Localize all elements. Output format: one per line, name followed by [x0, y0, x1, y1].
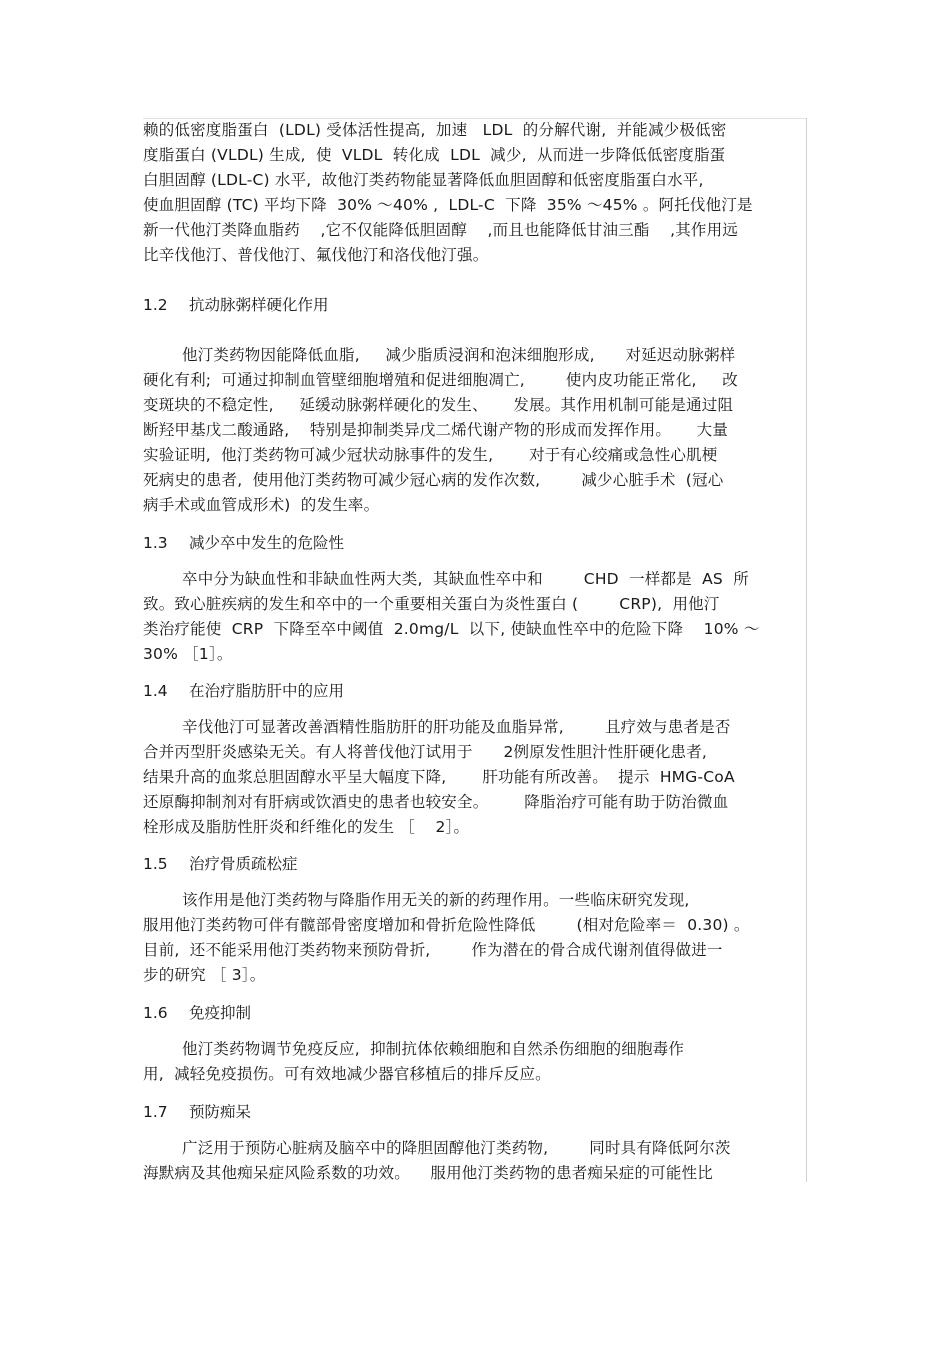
- paragraph-line: 变斑块的不稳定性, 延缓动脉粥样硬化的发生、 发展。其作用机制可能是通过阻: [143, 396, 734, 414]
- paragraph-line: 度脂蛋白 (VLDL) 生成, 使 VLDL 转化成 LDL 减少, 从而进一步降低低密度脂蛋: [143, 146, 726, 164]
- section-heading: [143, 531, 344, 555]
- paragraph-line: 用, 减轻免疫损伤。可有效地减少器官移植后的排斥反应。: [143, 1065, 551, 1083]
- section-title: 减少卒中发生的危险性: [189, 534, 345, 552]
- section-number: 1.3: [143, 534, 168, 552]
- paragraph-line: 卒中分为缺血性和非缺血性两大类, 其缺血性卒中和 CHD 一样都是 AS 所: [182, 570, 749, 588]
- paragraph-line: 栓形成及脂肪性肝炎和纤维化的发生 ［ 2］。: [143, 818, 470, 836]
- paragraph-line: 服用他汀类药物可伴有髋部骨密度增加和骨折危险性降低 (相对危险率＝ 0.30) 。: [143, 916, 750, 934]
- section-title: 免疫抑制: [189, 1004, 252, 1022]
- paragraph-line: 辛伐他汀可显著改善酒精性脂肪肝的肝功能及血脂异常, 且疗效与患者是否: [182, 718, 731, 736]
- paragraph-line: 比辛伐他汀、普伐他汀、氟伐他汀和洛伐他汀强。: [143, 246, 489, 264]
- paragraph-line: 合并丙型肝炎感染无关。有人将普伐他汀试用于 2例原发性胆汁性肝硬化患者,: [143, 743, 708, 761]
- paragraph-line: 实验证明, 他汀类药物可减少冠状动脉事件的发生, 对于有心绞痛或急性心肌梗: [143, 446, 718, 464]
- paragraph-line: 广泛用于预防心脏病及脑卒中的降胆固醇他汀类药物, 同时具有降低阿尔茨: [182, 1139, 731, 1157]
- paragraph-line: 白胆固醇 (LDL-C) 水平, 故他汀类药物能显著降低血胆固醇和低密度脂蛋白水平,: [143, 171, 704, 189]
- paragraph-line: 目前, 还不能采用他汀类药物来预防骨折, 作为潜在的骨合成代谢剂值得做进一: [143, 941, 723, 959]
- paragraph-line: 他汀类药物因能降低血脂, 减少脂质浸润和泡沫细胞形成, 对延迟动脉粥样: [182, 346, 736, 364]
- section-title: 抗动脉粥样硬化作用: [189, 296, 329, 314]
- section-title: 在治疗脂肪肝中的应用: [189, 682, 345, 700]
- section-heading: [143, 679, 344, 703]
- paragraph-line: 类治疗能使 CRP 下降至卒中阈值 2.0mg/L 以下, 使缺血性卒中的危险下降 10% ～: [143, 620, 760, 638]
- section-heading: [143, 852, 298, 876]
- section-title: 治疗骨质疏松症: [189, 855, 298, 873]
- section-number: 1.2: [143, 296, 168, 314]
- section-title: 预防痴呆: [189, 1103, 252, 1121]
- paragraph-line: 海默病及其他痴呆症风险系数的功效。 服用他汀类药物的患者痴呆症的可能性比: [143, 1164, 714, 1182]
- section-number: 1.4: [143, 682, 168, 700]
- paragraph-line: 赖的低密度脂蛋白 (LDL) 受体活性提高, 加速 LDL 的分解代谢, 并能减少极低密: [143, 121, 727, 139]
- section-heading: [143, 1100, 251, 1124]
- page-border-right: [806, 118, 807, 1182]
- paragraph-line: 致。致心脏疾病的发生和卒中的一个重要相关蛋白为炎性蛋白 ( CRP), 用他汀: [143, 595, 720, 613]
- paragraph-line: 断羟甲基戊二酸通路, 特别是抑制类异戊二烯代谢产物的形成而发挥作用。 大量: [143, 421, 729, 439]
- paragraph-line: 新一代他汀类降血脂药 ,它不仅能降低胆固醇 ,而且也能降低甘油三酯 ,其作用远: [143, 221, 739, 239]
- paragraph-line: 他汀类药物调节免疫反应, 抑制抗体依赖细胞和自然杀伤细胞的细胞毒作: [182, 1040, 685, 1058]
- section-number: 1.7: [143, 1103, 168, 1121]
- paragraph-line: 使血胆固醇 (TC) 平均下降 30% ～40% , LDL-C 下降 35% ～45% 。阿托伐他汀是: [143, 196, 753, 214]
- paragraph-line: 该作用是他汀类药物与降脂作用无关的新的药理作用。一些临床研究发现,: [182, 891, 690, 909]
- paragraph-line: 还原酶抑制剂对有肝病或饮酒史的患者也较安全。 降脂治疗可能有助于防治微血: [143, 793, 729, 811]
- paragraph-line: 30% ［1］。: [143, 645, 233, 663]
- section-number: 1.5: [143, 855, 168, 873]
- paragraph-line: 硬化有利; 可通过抑制血管壁细胞增殖和促进细胞凋亡, 使内皮功能正常化, 改: [143, 371, 738, 389]
- paragraph-line: 结果升高的血浆总胆固醇水平呈大幅度下降, 肝功能有所改善。 提示 HMG-CoA: [143, 768, 735, 786]
- paragraph-line: 死病史的患者, 使用他汀类药物可减少冠心病的发作次数, 减少心脏手术 (冠心: [143, 471, 724, 489]
- paragraph-line: 步的研究 ［ 3］。: [143, 966, 266, 984]
- paragraph-line: 病手术或血管成形术) 的发生率。: [143, 496, 380, 514]
- section-heading: [143, 293, 329, 317]
- section-number: 1.6: [143, 1004, 168, 1022]
- section-heading: [143, 1001, 251, 1025]
